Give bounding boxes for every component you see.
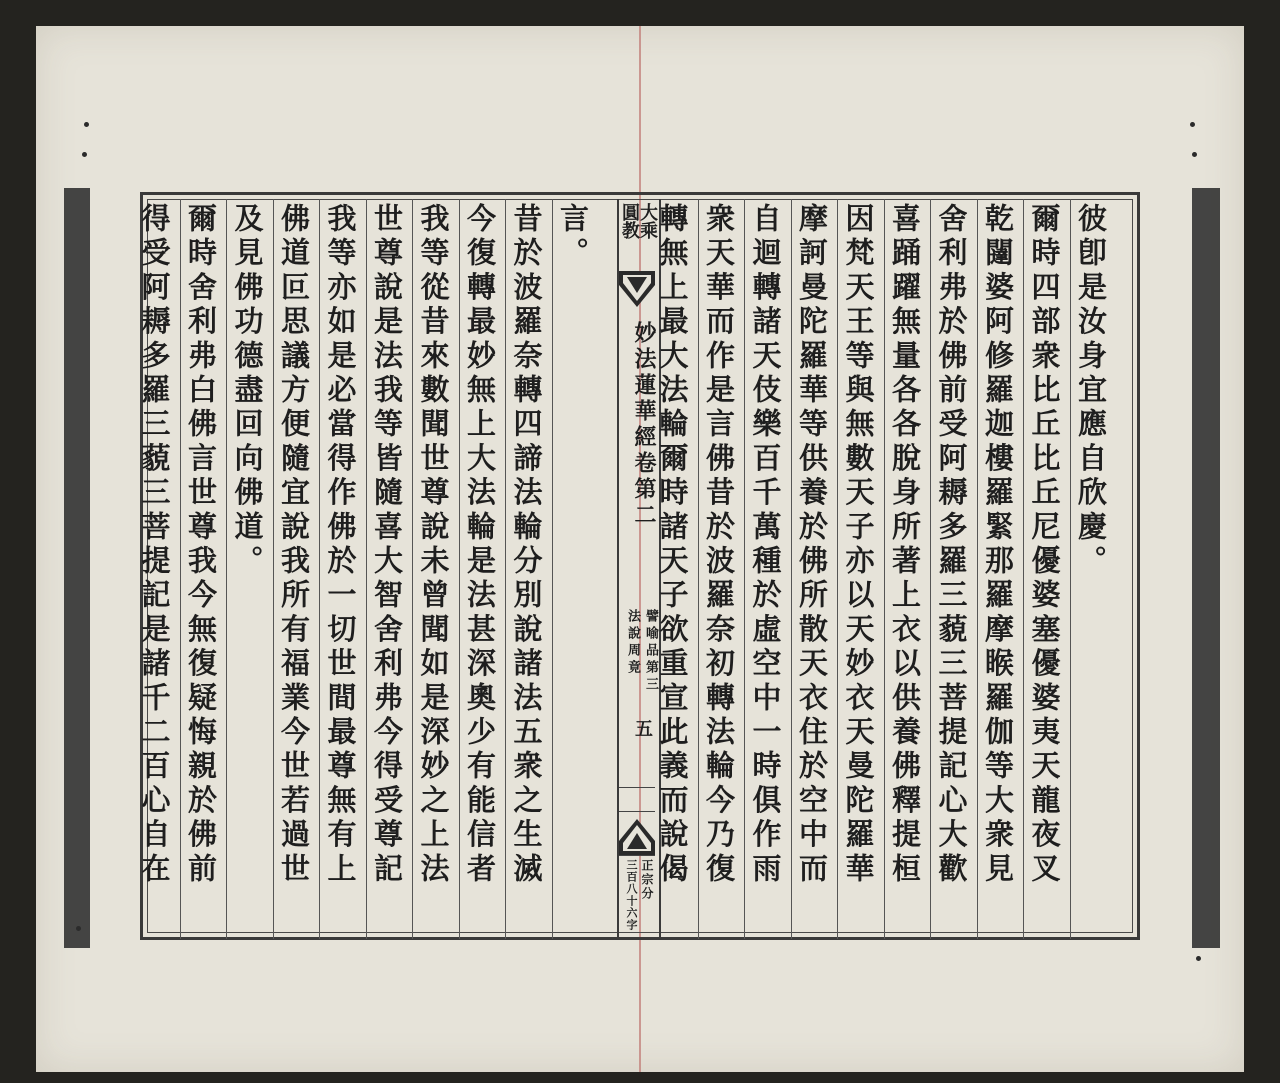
binding-hole	[1190, 122, 1195, 127]
text-column: 世尊說是法我等皆隨喜大智舍利弗今得受尊記	[370, 203, 404, 887]
text-column: 得受阿耨多羅三藐三菩提記是諸千二百心自在	[137, 203, 172, 887]
text-column: 轉無上最大法輪爾時諸天子欲重宣此義而說偈	[655, 203, 690, 887]
text-column: 自迴轉諸天伎樂百千萬種於虛空中一時俱作雨	[748, 203, 783, 887]
column-rule	[552, 199, 553, 939]
column-rule	[459, 199, 460, 939]
section-label: 正宗分	[640, 859, 654, 901]
text-column: 因梵天王等與無數天子亦以天妙衣天曼陀羅華	[841, 203, 876, 887]
gutter-line	[619, 787, 655, 788]
column-rule	[837, 199, 838, 939]
text-column: 今復轉最妙無上大法輪是法甚深奧少有能信者	[463, 203, 497, 887]
left-ink-strip	[64, 188, 90, 948]
binding-hole	[76, 926, 81, 931]
column-rule	[505, 199, 506, 939]
gutter-line	[619, 811, 655, 812]
paper-sheet	[36, 26, 1244, 1072]
column-rule	[884, 199, 885, 939]
gutter-line	[619, 855, 655, 856]
text-column: 爾時四部衆比丘比丘尼優婆塞優婆夷天龍夜叉	[1027, 203, 1062, 887]
binding-hole	[1192, 152, 1197, 157]
column-rule	[744, 199, 745, 939]
text-column: 佛道叵思議方便隨宜說我所有福業今世若過世	[277, 203, 311, 887]
page-number: 五	[632, 719, 653, 737]
fish-tail-mark-bottom	[619, 819, 655, 855]
column-rule	[273, 199, 274, 939]
column-rule	[930, 199, 931, 939]
text-column: 我等亦如是必當得作佛於一切世間最尊無有上	[323, 203, 358, 887]
column-rule	[319, 199, 320, 939]
chapter-name: 譬喻品第三	[643, 609, 658, 694]
column-rule	[412, 199, 413, 939]
column-rule	[226, 199, 227, 939]
text-column: 彼卽是汝身宜應自欣慶。	[1074, 203, 1108, 580]
gutter-header-a: 大乘	[637, 203, 658, 239]
text-column: 昔於波羅奈轉四諦法輪分別說諸法五衆之生滅	[509, 203, 544, 887]
text-column: 言。	[556, 203, 590, 272]
text-column: 衆天華而作是言佛昔於波羅奈初轉法輪今乃復	[702, 203, 736, 887]
chapter-note: 法說周竟	[625, 609, 640, 677]
column-rule	[1023, 199, 1024, 939]
text-column: 乾闥婆阿修羅迦樓羅緊那羅摩睺羅伽等大衆見	[981, 203, 1015, 887]
column-rule	[791, 199, 792, 939]
gutter-header-b: 圓教	[619, 203, 640, 239]
text-column: 爾時舍利弗白佛言世尊我今無復疑悔親於佛前	[184, 203, 218, 887]
column-rule	[1070, 199, 1071, 939]
binding-hole	[1196, 956, 1201, 961]
binding-hole	[82, 152, 87, 157]
text-column: 舍利弗於佛前受阿耨多羅三藐三菩提記心大歡	[934, 203, 969, 887]
text-column: 摩訶曼陀羅華等供養於佛所散天衣住於空中而	[795, 203, 829, 887]
text-column: 我等從昔來數聞世尊說未曾聞如是深妙之上法	[416, 203, 451, 887]
right-ink-strip	[1192, 188, 1220, 948]
print-frame	[137, 192, 1140, 940]
character-count: 三百八十六字	[625, 859, 638, 931]
sutra-title: 妙法蓮華經卷第二	[631, 321, 657, 529]
text-column: 喜踊躍無量各各脫身所著上衣以供養佛釋提桓	[888, 203, 922, 887]
column-rule	[180, 199, 181, 939]
fish-tail-mark-top	[619, 271, 655, 307]
column-rule	[366, 199, 367, 939]
text-column: 及見佛功德盡回向佛道。	[230, 203, 265, 580]
binding-hole	[84, 122, 89, 127]
column-rule	[698, 199, 699, 939]
column-rule	[977, 199, 978, 939]
